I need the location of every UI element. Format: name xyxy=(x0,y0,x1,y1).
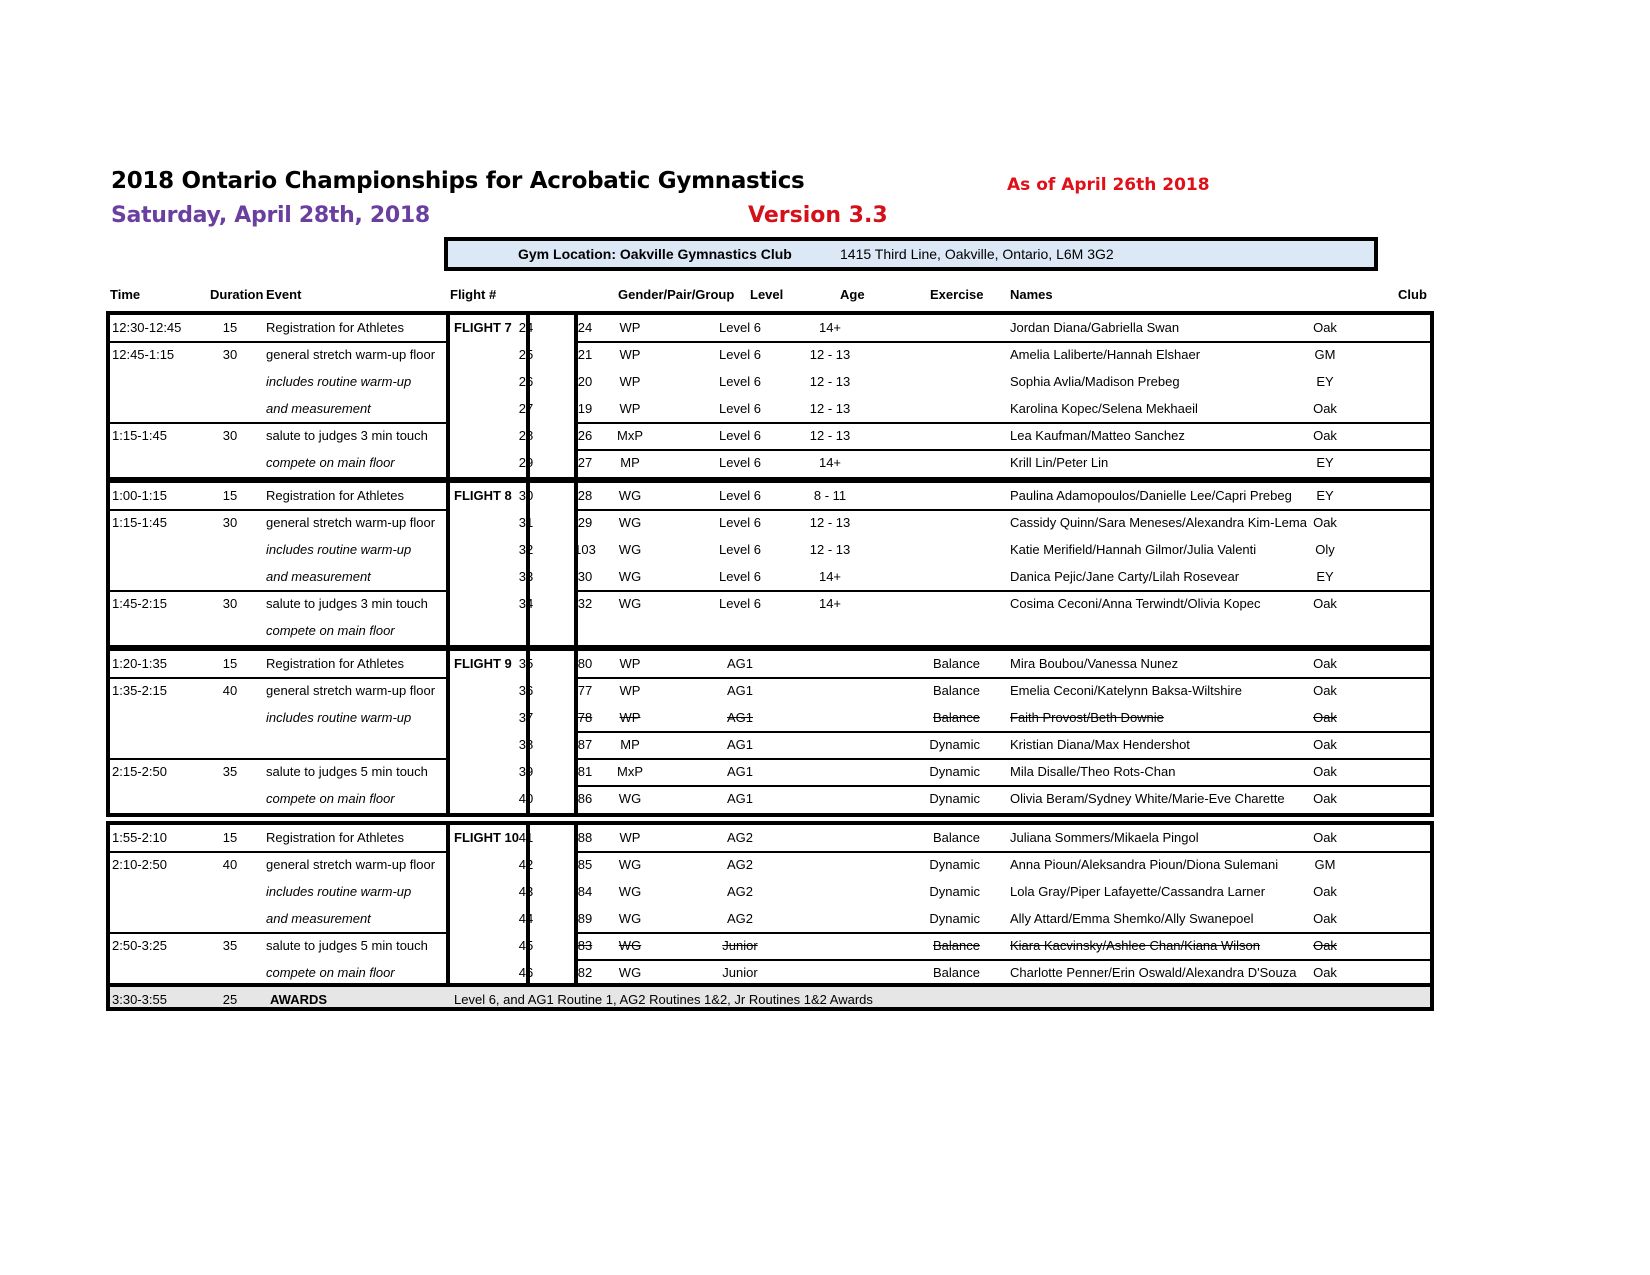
entry-number: 85 xyxy=(577,857,593,872)
flight-table xyxy=(106,647,1434,817)
exercise: Balance xyxy=(933,656,980,671)
entry-number: 88 xyxy=(577,830,593,845)
col-level: Level xyxy=(750,287,784,302)
athlete-names: Emelia Ceconi/Katelynn Baksa-Wiltshire xyxy=(1010,683,1242,698)
entry-number: 21 xyxy=(577,347,593,362)
club: Oak xyxy=(1313,683,1337,698)
entry-number: 89 xyxy=(577,911,593,926)
gender-pair-group: WP xyxy=(619,347,641,362)
exercise: Balance xyxy=(933,710,980,725)
gender-pair-group: WG xyxy=(618,791,642,806)
entry-number: 77 xyxy=(577,683,593,698)
session-event: includes routine warm-up xyxy=(266,710,412,725)
club: Oly xyxy=(1315,542,1335,557)
age-group: 12 - 13 xyxy=(809,515,851,530)
entry-number: 78 xyxy=(577,710,593,725)
order-number: 32 xyxy=(518,542,534,557)
order-number: 33 xyxy=(518,569,534,584)
session-event: and measurement xyxy=(266,569,371,584)
col-gender: Gender/Pair/Group xyxy=(618,287,735,302)
order-number: 36 xyxy=(518,683,534,698)
page-title: 2018 Ontario Championships for Acrobatic Gymnastics xyxy=(111,168,805,194)
entry-number: 87 xyxy=(577,737,593,752)
flight-table xyxy=(106,821,1434,991)
level: AG2 xyxy=(726,884,753,899)
level: Level 6 xyxy=(719,515,761,530)
order-number: 46 xyxy=(518,965,534,980)
athlete-names: Krill Lin/Peter Lin xyxy=(1010,455,1109,470)
exercise: Dynamic xyxy=(929,791,980,806)
athlete-names: Anna Pioun/Aleksandra Pioun/Diona Sulemani xyxy=(1010,857,1279,872)
order-number: 28 xyxy=(518,428,534,443)
exercise: Dynamic xyxy=(929,857,980,872)
entry-number: 84 xyxy=(577,884,593,899)
session-time: 2:15-2:50 xyxy=(112,764,167,779)
gender-pair-group: WG xyxy=(618,911,642,926)
order-number: 45 xyxy=(518,938,534,953)
session-event: compete on main floor xyxy=(266,623,395,638)
level: AG2 xyxy=(726,857,753,872)
session-event: and measurement xyxy=(266,401,371,416)
club: EY xyxy=(1316,374,1334,389)
level: AG1 xyxy=(726,791,753,806)
session-event: salute to judges 3 min touch xyxy=(266,596,428,611)
session-event: salute to judges 3 min touch xyxy=(266,428,428,443)
entry-number: 80 xyxy=(577,656,593,671)
col-flight: Flight # xyxy=(450,287,497,302)
session-duration: 35 xyxy=(222,764,238,779)
gym-location-box xyxy=(444,237,1378,271)
session-duration: 30 xyxy=(222,347,238,362)
col-age: Age xyxy=(840,287,865,302)
gender-pair-group: WG xyxy=(618,542,642,557)
gender-pair-group: WP xyxy=(619,656,641,671)
age-group: 12 - 13 xyxy=(809,401,851,416)
age-group: 8 - 11 xyxy=(813,488,847,503)
club: GM xyxy=(1314,347,1336,362)
order-number: 39 xyxy=(518,764,534,779)
session-event: Registration for Athletes xyxy=(266,488,405,503)
row-divider xyxy=(578,758,1430,760)
order-number: 42 xyxy=(518,857,534,872)
session-event: includes routine warm-up xyxy=(266,884,412,899)
level: Level 6 xyxy=(719,320,761,335)
club: Oak xyxy=(1313,764,1337,779)
athlete-names: Jordan Diana/Gabriella Swan xyxy=(1010,320,1180,335)
column-divider xyxy=(446,651,450,813)
session-time: 12:45-1:15 xyxy=(112,347,175,362)
age-group: 14+ xyxy=(818,569,842,584)
session-event: and measurement xyxy=(266,911,371,926)
exercise: Balance xyxy=(933,938,980,953)
athlete-names: Kiara Kacvinsky/Ashlee Chan/Kiana Wilson xyxy=(1010,938,1261,953)
order-number: 44 xyxy=(518,911,534,926)
entry-number: 82 xyxy=(577,965,593,980)
club: EY xyxy=(1316,569,1334,584)
session-divider xyxy=(110,851,448,853)
club: Oak xyxy=(1313,965,1337,980)
session-duration: 15 xyxy=(222,488,238,503)
order-number: 34 xyxy=(518,596,534,611)
level: Level 6 xyxy=(719,596,761,611)
flight-table xyxy=(106,311,1434,481)
exercise: Dynamic xyxy=(929,737,980,752)
awards-note: Level 6, and AG1 Routine 1, AG2 Routines 1&2, Jr Routines 1&2 Awards xyxy=(454,992,873,1007)
level: Level 6 xyxy=(719,569,761,584)
row-divider xyxy=(578,677,1430,679)
session-time: 1:15-1:45 xyxy=(112,515,167,530)
athlete-names: Kristian Diana/Max Hendershot xyxy=(1010,737,1190,752)
gender-pair-group: WG xyxy=(618,884,642,899)
entry-number: 29 xyxy=(577,515,593,530)
gender-pair-group: WG xyxy=(618,596,642,611)
athlete-names: Katie Merifield/Hannah Gilmor/Julia Valenti xyxy=(1010,542,1257,557)
club: Oak xyxy=(1313,737,1337,752)
gender-pair-group: WG xyxy=(618,488,642,503)
athlete-names: Lola Gray/Piper Lafayette/Cassandra Larner xyxy=(1010,884,1266,899)
club: Oak xyxy=(1313,884,1337,899)
session-time: 2:10-2:50 xyxy=(112,857,167,872)
gender-pair-group: WG xyxy=(618,938,642,953)
exercise: Balance xyxy=(933,830,980,845)
gender-pair-group: WP xyxy=(619,320,641,335)
session-time: 1:35-2:15 xyxy=(112,683,167,698)
row-divider xyxy=(578,422,1430,424)
flight-label: FLIGHT 10 xyxy=(454,830,520,845)
awards-duration: 25 xyxy=(222,992,238,1007)
club: Oak xyxy=(1313,428,1337,443)
club: Oak xyxy=(1313,911,1337,926)
session-divider xyxy=(110,932,448,934)
col-club: Club xyxy=(1398,287,1427,302)
order-number: 37 xyxy=(518,710,534,725)
order-number: 27 xyxy=(518,401,534,416)
session-event: salute to judges 5 min touch xyxy=(266,764,428,779)
level: Level 6 xyxy=(719,374,761,389)
session-divider xyxy=(110,341,448,343)
level: Level 6 xyxy=(719,488,761,503)
order-number: 43 xyxy=(518,884,534,899)
session-duration: 35 xyxy=(222,938,238,953)
order-number: 30 xyxy=(518,488,534,503)
session-duration: 30 xyxy=(222,428,238,443)
session-time: 12:30-12:45 xyxy=(112,320,182,335)
row-divider xyxy=(578,851,1430,853)
session-event: general stretch warm-up floor xyxy=(266,347,436,362)
gym-address: 1415 Third Line, Oakville, Ontario, L6M 3G2 xyxy=(840,246,1114,262)
level: AG1 xyxy=(726,710,753,725)
athlete-names: Paulina Adamopoulos/Danielle Lee/Capri Prebeg xyxy=(1010,488,1292,503)
gender-pair-group: MP xyxy=(620,737,640,752)
athlete-names: Mira Boubou/Vanessa Nunez xyxy=(1010,656,1179,671)
awards-time: 3:30-3:55 xyxy=(112,992,167,1007)
level: Level 6 xyxy=(719,347,761,362)
gender-pair-group: WG xyxy=(618,965,642,980)
as-of-date: As of April 26th 2018 xyxy=(1007,175,1210,195)
session-event: general stretch warm-up floor xyxy=(266,683,436,698)
club: EY xyxy=(1316,455,1334,470)
entry-number: 27 xyxy=(577,455,593,470)
column-divider xyxy=(574,315,578,477)
level: AG2 xyxy=(726,911,753,926)
session-duration: 40 xyxy=(222,857,238,872)
session-time: 1:55-2:10 xyxy=(112,830,167,845)
session-event: includes routine warm-up xyxy=(266,374,412,389)
flight-label: FLIGHT 8 xyxy=(454,488,512,503)
exercise: Dynamic xyxy=(929,764,980,779)
row-divider xyxy=(578,590,1430,592)
column-divider xyxy=(526,825,530,987)
entry-number: 28 xyxy=(577,488,593,503)
order-number: 35 xyxy=(518,656,534,671)
age-group: 12 - 13 xyxy=(809,374,851,389)
col-event: Event xyxy=(266,287,302,302)
level: AG1 xyxy=(726,656,753,671)
session-duration: 15 xyxy=(222,656,238,671)
session-time: 1:15-1:45 xyxy=(112,428,167,443)
level: AG1 xyxy=(726,737,753,752)
row-divider xyxy=(578,785,1430,787)
session-event: compete on main floor xyxy=(266,965,395,980)
column-divider xyxy=(574,483,578,645)
session-duration: 15 xyxy=(222,830,238,845)
col-names: Names xyxy=(1010,287,1053,302)
row-divider xyxy=(578,449,1430,451)
session-event: general stretch warm-up floor xyxy=(266,515,436,530)
column-divider xyxy=(526,483,530,645)
exercise: Balance xyxy=(933,965,980,980)
order-number: 26 xyxy=(518,374,534,389)
level: Level 6 xyxy=(719,401,761,416)
level: Junior xyxy=(722,965,758,980)
club: Oak xyxy=(1313,791,1337,806)
col-duration: Duration xyxy=(210,287,264,302)
athlete-names: Karolina Kopec/Selena Mekhaeil xyxy=(1010,401,1198,416)
athlete-names: Faith Provost/Beth Downie xyxy=(1010,710,1164,725)
session-divider xyxy=(110,758,448,760)
gender-pair-group: MxP xyxy=(617,764,643,779)
athlete-names: Juliana Sommers/Mikaela Pingol xyxy=(1010,830,1199,845)
row-divider xyxy=(578,959,1430,961)
club: Oak xyxy=(1313,596,1337,611)
age-group: 12 - 13 xyxy=(809,542,851,557)
column-divider xyxy=(446,483,450,645)
club: Oak xyxy=(1313,656,1337,671)
session-time: 2:50-3:25 xyxy=(112,938,167,953)
session-event: includes routine warm-up xyxy=(266,542,412,557)
session-event: Registration for Athletes xyxy=(266,320,405,335)
athlete-names: Amelia Laliberte/Hannah Elshaer xyxy=(1010,347,1201,362)
athlete-names: Olivia Beram/Sydney White/Marie-Eve Charette xyxy=(1010,791,1285,806)
club: Oak xyxy=(1313,401,1337,416)
session-divider xyxy=(110,422,448,424)
row-divider xyxy=(578,731,1430,733)
session-divider xyxy=(110,509,448,511)
session-duration: 15 xyxy=(222,320,238,335)
club: Oak xyxy=(1313,830,1337,845)
gender-pair-group: MP xyxy=(620,455,640,470)
gender-pair-group: WP xyxy=(619,710,641,725)
athlete-names: Lea Kaufman/Matteo Sanchez xyxy=(1010,428,1185,443)
flight-label: FLIGHT 7 xyxy=(454,320,512,335)
session-event: compete on main floor xyxy=(266,455,395,470)
session-divider xyxy=(110,590,448,592)
exercise: Dynamic xyxy=(929,911,980,926)
awards-event: AWARDS xyxy=(270,992,328,1007)
gender-pair-group: WG xyxy=(618,857,642,872)
athlete-names: Ally Attard/Emma Shemko/Ally Swanepoel xyxy=(1010,911,1254,926)
session-time: 1:00-1:15 xyxy=(112,488,167,503)
column-divider xyxy=(526,651,530,813)
order-number: 41 xyxy=(518,830,534,845)
gender-pair-group: MxP xyxy=(617,428,643,443)
order-number: 24 xyxy=(518,320,534,335)
session-event: Registration for Athletes xyxy=(266,830,405,845)
event-date: Saturday, April 28th, 2018 xyxy=(111,203,430,228)
order-number: 40 xyxy=(518,791,534,806)
athlete-names: Cosima Ceconi/Anna Terwindt/Olivia Kopec xyxy=(1010,596,1261,611)
gender-pair-group: WP xyxy=(619,830,641,845)
club: Oak xyxy=(1313,515,1337,530)
session-event: salute to judges 5 min touch xyxy=(266,938,428,953)
column-divider xyxy=(526,315,530,477)
level: AG2 xyxy=(726,830,753,845)
version-label: Version 3.3 xyxy=(748,203,888,228)
athlete-names: Sophia Avlia/Madison Prebeg xyxy=(1010,374,1180,389)
flight-label: FLIGHT 9 xyxy=(454,656,512,671)
athlete-names: Charlotte Penner/Erin Oswald/Alexandra D'Souza xyxy=(1010,965,1297,980)
gender-pair-group: WP xyxy=(619,401,641,416)
club: GM xyxy=(1314,857,1336,872)
level: AG1 xyxy=(726,683,753,698)
awards-row xyxy=(106,983,1434,1011)
entry-number: 81 xyxy=(577,764,593,779)
age-group: 14+ xyxy=(818,320,842,335)
row-divider xyxy=(578,509,1430,511)
row-divider xyxy=(578,341,1430,343)
col-time: Time xyxy=(110,287,141,302)
level: Level 6 xyxy=(719,542,761,557)
athlete-names: Cassidy Quinn/Sara Meneses/Alexandra Kim-Lema xyxy=(1010,515,1307,530)
entry-number: 19 xyxy=(577,401,593,416)
level: Junior xyxy=(722,938,758,953)
gender-pair-group: WG xyxy=(618,515,642,530)
col-exercise: Exercise xyxy=(930,287,984,302)
club: Oak xyxy=(1313,710,1337,725)
age-group: 14+ xyxy=(818,455,842,470)
entry-number: 20 xyxy=(577,374,593,389)
session-event: Registration for Athletes xyxy=(266,656,405,671)
level: Level 6 xyxy=(719,455,761,470)
column-divider xyxy=(574,825,578,987)
entry-number: 83 xyxy=(577,938,593,953)
entry-number: 26 xyxy=(577,428,593,443)
level: Level 6 xyxy=(719,428,761,443)
gender-pair-group: WP xyxy=(619,683,641,698)
order-number: 38 xyxy=(518,737,534,752)
entry-number: 30 xyxy=(577,569,593,584)
session-duration: 40 xyxy=(222,683,238,698)
club: Oak xyxy=(1313,320,1337,335)
athlete-names: Danica Pejic/Jane Carty/Lilah Rosevear xyxy=(1010,569,1240,584)
exercise: Dynamic xyxy=(929,884,980,899)
entry-number: 86 xyxy=(577,791,593,806)
session-duration: 30 xyxy=(222,596,238,611)
gender-pair-group: WP xyxy=(619,374,641,389)
age-group: 12 - 13 xyxy=(809,347,851,362)
session-event: general stretch warm-up floor xyxy=(266,857,436,872)
order-number: 25 xyxy=(518,347,534,362)
exercise: Balance xyxy=(933,683,980,698)
gender-pair-group: WG xyxy=(618,569,642,584)
entry-number: 24 xyxy=(577,320,593,335)
gym-location-label: Gym Location: Oakville Gymnastics Club xyxy=(518,246,792,262)
session-event: compete on main floor xyxy=(266,791,395,806)
club: EY xyxy=(1316,488,1334,503)
session-duration: 30 xyxy=(222,515,238,530)
athlete-names: Mila Disalle/Theo Rots-Chan xyxy=(1010,764,1176,779)
club: Oak xyxy=(1313,938,1337,953)
session-time: 1:20-1:35 xyxy=(112,656,167,671)
order-number: 31 xyxy=(518,515,534,530)
column-divider xyxy=(446,315,450,477)
column-divider xyxy=(446,825,450,987)
level: AG1 xyxy=(726,764,753,779)
session-time: 1:45-2:15 xyxy=(112,596,167,611)
age-group: 14+ xyxy=(818,596,842,611)
entry-number: 32 xyxy=(577,596,593,611)
row-divider xyxy=(578,932,1430,934)
entry-number: 103 xyxy=(574,542,596,557)
order-number: 29 xyxy=(518,455,534,470)
age-group: 12 - 13 xyxy=(809,428,851,443)
session-divider xyxy=(110,677,448,679)
flight-table xyxy=(106,479,1434,649)
